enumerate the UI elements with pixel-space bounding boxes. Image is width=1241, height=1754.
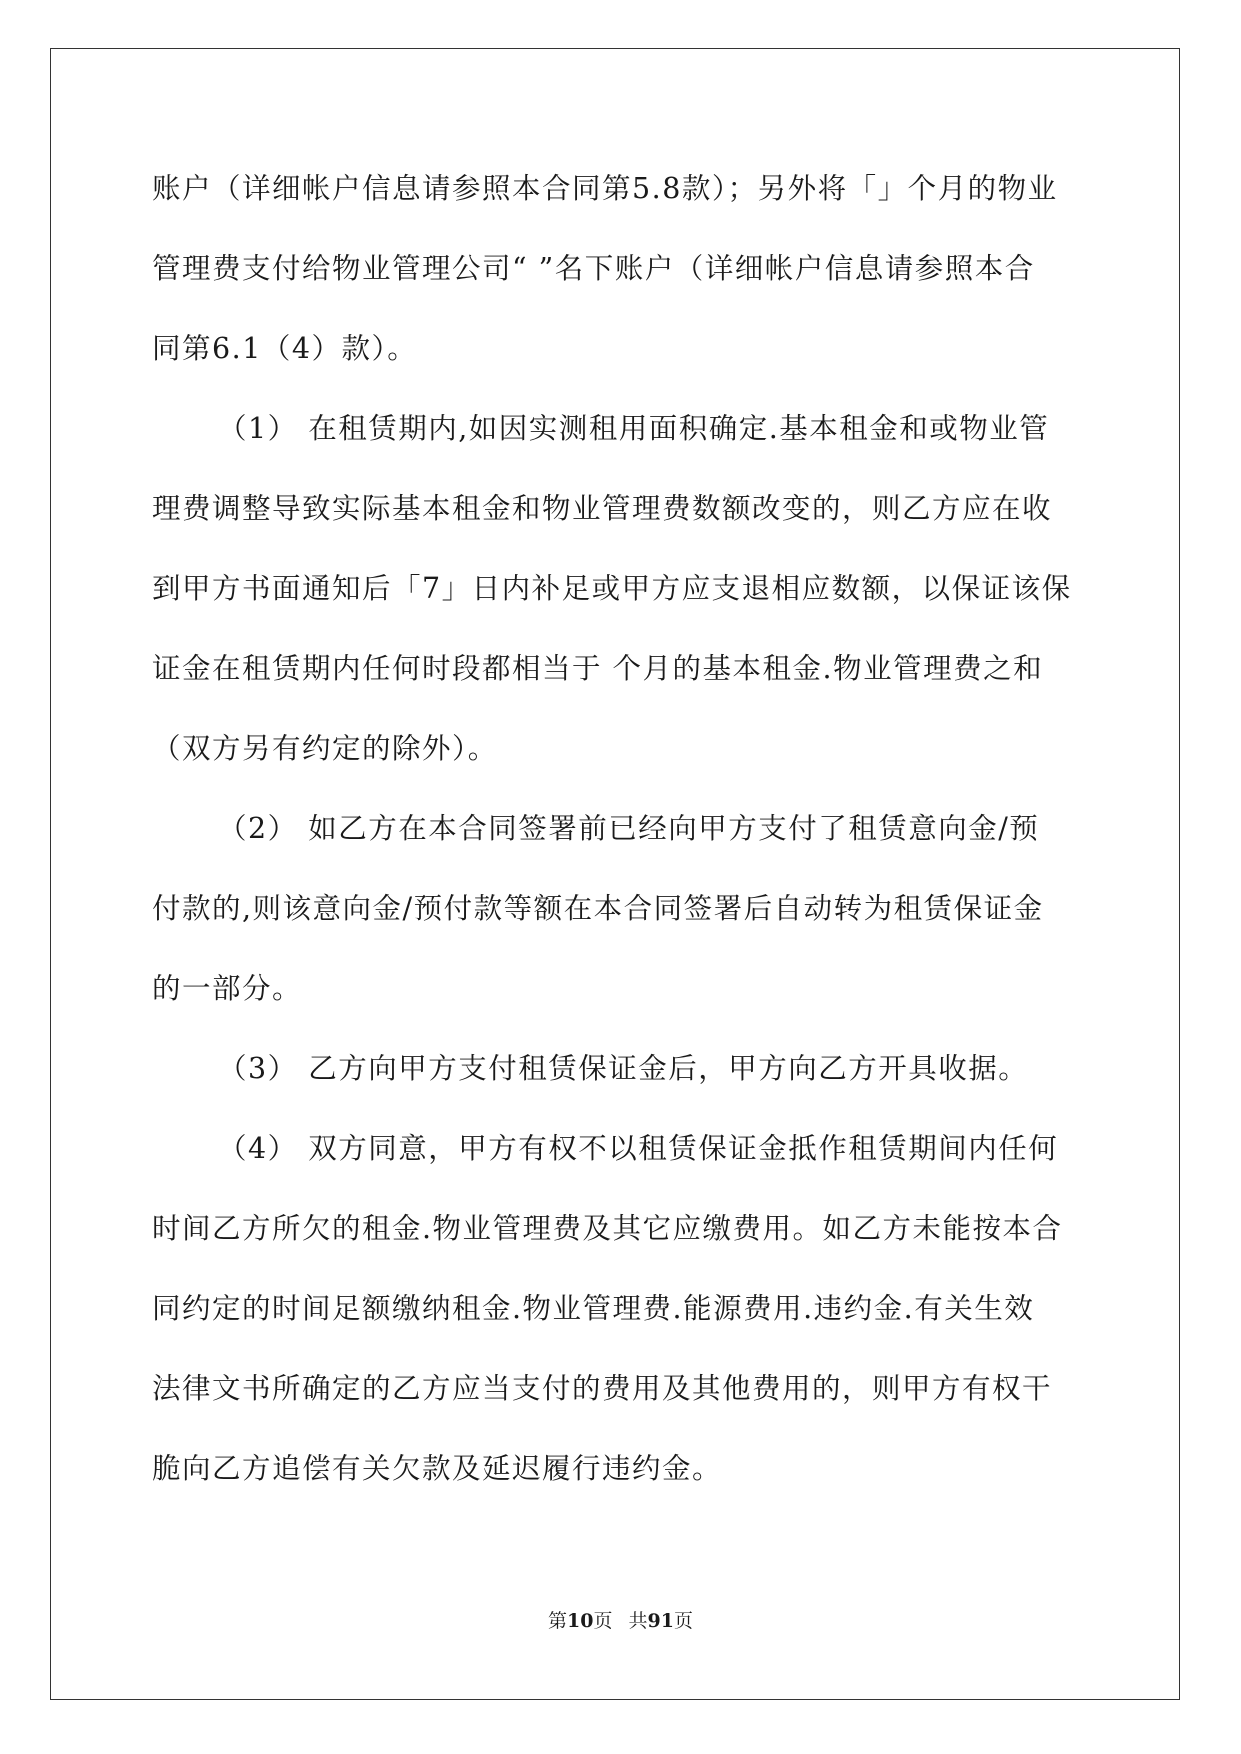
page-label-suffix: 页	[593, 1610, 613, 1632]
text-line: 账户（详细帐户信息请参照本合同第5.8款）；另外将「」个月的物业	[152, 172, 1058, 205]
text-line: 同约定的时间足额缴纳租金.物业管理费.能源费用.违约金.有关生效	[152, 1292, 1035, 1325]
total-label-prefix: 共	[628, 1610, 648, 1632]
document-body	[152, 160, 1092, 1520]
paragraph-4-start: （4） 双方同意，甲方有权不以租赁保证金抵作租赁期间内任何	[218, 1132, 1059, 1165]
text-line: 到甲方书面通知后「7」日内补足或甲方应支退相应数额，以保证该保	[152, 572, 1072, 605]
text-line: 的一部分。	[152, 972, 303, 1005]
current-page-number: 10	[567, 1610, 594, 1632]
paragraph-2-start: （2） 如乙方在本合同签署前已经向甲方支付了租赁意向金/预	[218, 812, 1040, 845]
page-footer	[0, 1606, 1241, 1636]
text-line: 法律文书所确定的乙方应当支付的费用及其他费用的，则甲方有权干	[152, 1372, 1053, 1405]
text-line: 时间乙方所欠的租金.物业管理费及其它应缴费用。如乙方未能按本合	[152, 1212, 1063, 1245]
paragraph-1-start: （1） 在租赁期内,如因实测租用面积确定.基本租金和或物业管	[218, 412, 1050, 445]
text-line: 理费调整导致实际基本租金和物业管理费数额改变的，则乙方应在收	[152, 492, 1053, 525]
text-line: 付款的,则该意向金/预付款等额在本合同签署后自动转为租赁保证金	[152, 892, 1044, 925]
text-line: 证金在租赁期内任何时段都相当于 个月的基本租金.物业管理费之和	[152, 652, 1044, 685]
paragraph-3-start: （3） 乙方向甲方支付租赁保证金后，甲方向乙方开具收据。	[218, 1052, 1029, 1085]
page-label-prefix: 第	[548, 1610, 568, 1632]
text-line: 脆向乙方追偿有关欠款及延迟履行违约金。	[152, 1452, 723, 1485]
text-line: （双方另有约定的除外）。	[152, 732, 498, 765]
text-line: 同第6.1（4）款）。	[152, 332, 418, 365]
total-page-count: 91	[647, 1610, 674, 1632]
total-label-suffix: 页	[673, 1610, 693, 1632]
text-line: 管理费支付给物业管理公司“ ”名下账户（详细帐户信息请参照本合	[152, 252, 1035, 285]
